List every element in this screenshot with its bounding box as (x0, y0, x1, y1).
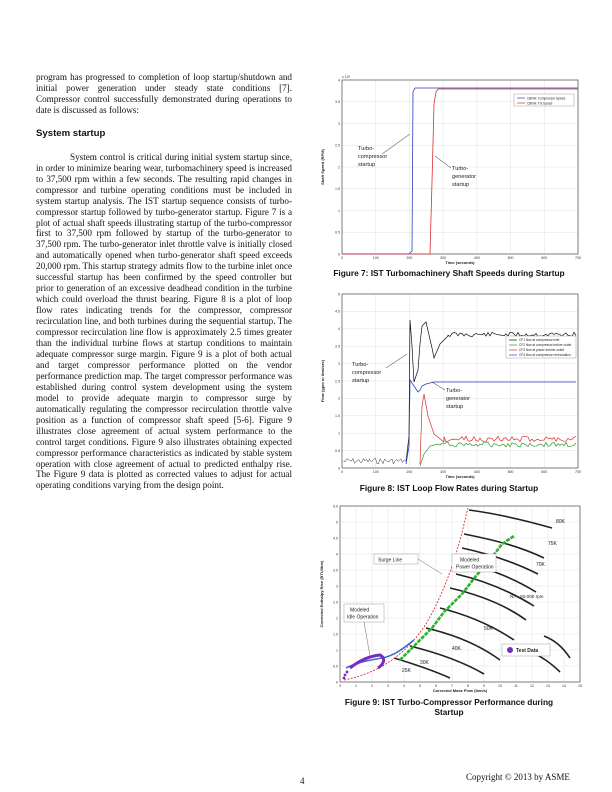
fig8-legend-cf2: CF2 flow at compressor before outlet (519, 343, 572, 348)
page-number: 4 (300, 776, 305, 786)
fig8-ytick: 3.5 (335, 344, 340, 349)
fig9-xtick: 5 (419, 684, 421, 688)
fig8-ytick: 0 (338, 466, 340, 471)
fig8-xtick: 700 (575, 470, 581, 474)
fig9-speed-50k: 50K (484, 626, 493, 632)
fig8-ytick: 4.5 (335, 309, 340, 314)
fig9-design-point: Nₛ = 60,000 rpm (510, 594, 544, 599)
fig9-xtick: 8 (467, 684, 469, 688)
fig9-xtick: 13 (546, 684, 550, 688)
fig8-cf3-line (420, 394, 576, 464)
fig9-xtick: 7 (451, 684, 453, 688)
fig7-ytick: 1 (338, 208, 340, 213)
section-heading: System startup (36, 127, 106, 139)
fig8-ytick: 1.5 (335, 414, 340, 419)
fig8-xtick: 300 (440, 470, 447, 474)
fig8-anno-compressor-2: compressor (352, 370, 382, 376)
fig9-test-data-marker (507, 647, 513, 653)
fig8-anno-generator-1: Turbo- (446, 388, 463, 394)
fig9-xtick: 0 (339, 684, 341, 688)
fig7-xlabel: Time (seconds) (445, 260, 475, 265)
fig8-xtick: 600 (541, 470, 548, 474)
fig9-xtick: 3 (387, 684, 389, 688)
fig9-xtick: 12 (530, 684, 534, 688)
fig9-ylabel: Corrected Enthalpy Rise (BTU/lbm) (319, 560, 324, 628)
fig7-xtick: 400 (473, 256, 480, 260)
fig9-speed-75k: 75K (548, 541, 557, 547)
figure-7 (314, 72, 584, 268)
fig7-ytick: 3.5 (335, 100, 340, 105)
fig8-xtick: 500 (507, 470, 514, 474)
fig8-ylabel: Flow (gpm or lbm/sec) (320, 359, 325, 403)
fig7-ytick: 2 (338, 165, 340, 170)
fig9-ytick: 3.5 (333, 568, 338, 573)
fig7-xtick: 100 (372, 256, 379, 260)
fig7-anno-compressor-1: Turbo- (358, 146, 375, 152)
fig7-ylabel: Shaft Speed (RPM) (320, 149, 325, 185)
fig9-modeled-idle-1: Modeled (350, 607, 370, 614)
fig9-xtick: 9 (483, 684, 485, 688)
fig7-anno-compressor-2: compressor (358, 154, 388, 160)
fig9-xtick: 2 (371, 684, 373, 688)
fig8-anno-generator-2: generator (446, 396, 470, 402)
fig9-speed-25k: 25K (402, 668, 411, 674)
fig9-ytick: 5.5 (333, 504, 338, 509)
fig7-xtick: 0 (341, 256, 343, 260)
fig7-anno-generator-3: startup (452, 182, 470, 188)
figure-7-caption: Figure 7: IST Turbomachinery Shaft Speeds during Startup (333, 268, 565, 278)
fig8-legend-cf4: CF4 flow at compressor recirculation (519, 353, 571, 358)
fig9-speed-70k: 70K (536, 562, 545, 568)
fig8-cf4-line (406, 380, 576, 464)
fig9-xtick: 4 (403, 684, 405, 688)
fig9-xtick: 14 (562, 684, 566, 688)
fig7-xtick: 500 (507, 256, 514, 260)
system-startup-paragraph: System control is critical during initial system startup since, in order to minimize bearing wear, turbomachinery speed is increased to 37,500 rpm within a few seconds. The resulting rapid changes in compressor and turbine operating conditions must be included in system startup analysis. The IST startup sequence consists of turbo-compressor startup followed by turbo-generator startup. Figure 7 is a plot of actual shaft speeds illustrating startup of the turbo-compressor first to 37,500 rpm followed by startup of the turbo-generator to 37,500 rpm. The turbo-generator inlet throttle valve is initially closed and automatically opened when turbo-generator shaft speed exceeds 20,000 rpm. This startup strategy admits flow to the turbine inlet once successful startup has been confirmed by the speed controller but prior to generation of an excessive deadhead condition in the turbine which could overload the thrust bearing. Figure 8 is a plot of loop flow rates indicating trends for the compressor, compressor recirculation line, and both turbines during the sequential startup. The compressor recirculation line flow is approximately 2.5 times greater than the individual turbine flows at startup conditions to maintain adequate compressor surge margin. Figure 9 is a plot of both actual and target compressor performance plotted on the vendor performance prediction map. The target compressor performance was established during control system development using the system model to provide adequate margin to compressor surge by automatically regulating the compressor recirculation throttle valve position as a function of compressor shaft speed [5-6]. Figure 9 illustrates close agreement of actual system performance to the control target conditions. Figure 9 also illustrates obtaining expected compressor performance characteristics as indicated by stable system operation with close agreement of actual to predicted enthalpy rise. The Figure 9 data is plotted as corrected values to adjust for actual operating conditions varying from the design point. (36, 151, 292, 491)
fig7-ytick: 3 (338, 121, 340, 126)
fig9-test-data-label: Test Data (516, 648, 539, 654)
figure-8 (314, 286, 584, 482)
fig8-xlabel: Time (seconds) (445, 474, 475, 479)
fig8-ytick: 5 (338, 292, 340, 297)
fig7-ytick: 1.5 (335, 187, 340, 192)
fig9-xtick: 6 (435, 684, 437, 688)
fig8-ytick: 4 (338, 327, 340, 332)
fig7-anno-generator-1: Turbo- (452, 166, 469, 172)
fig9-ytick: 0 (336, 680, 338, 685)
fig9-speed-30k: 30K (420, 660, 429, 666)
fig7-anno-generator-2: generator (452, 174, 476, 180)
fig9-modeled-power-1: Modeled (460, 557, 480, 564)
fig7-ytick: 0.5 (335, 230, 340, 235)
fig9-xtick: 15 (578, 684, 582, 688)
fig9-ytick: 5 (336, 520, 338, 525)
fig8-ytick: 2.5 (335, 379, 340, 384)
fig9-ytick: 1.5 (333, 632, 338, 637)
fig8-cf2-line (420, 442, 576, 466)
figure-9 (314, 500, 584, 696)
fig8-pre-start-noise (344, 458, 406, 464)
fig8-ytick: 3 (338, 361, 340, 366)
fig7-legend-compressor: CBNH: Compressor Speed (527, 96, 566, 101)
fig8-ytick: 1 (338, 431, 340, 436)
fig9-ytick: 3 (336, 584, 338, 589)
fig9-xtick: 11 (514, 684, 518, 688)
fig8-legend-cf3: CF3 flow at power turbine outlet (519, 348, 565, 353)
fig9-surge-label: Surge Line (378, 557, 403, 564)
fig7-xtick: 300 (440, 256, 447, 260)
left-text-column (36, 72, 292, 491)
fig9-speed-40k: 40K (452, 646, 461, 652)
fig7-ytick: 0 (338, 252, 340, 257)
copyright: Copyright © 2013 by ASME (466, 772, 570, 782)
fig7-ytick: 2.5 (335, 143, 340, 148)
fig8-xtick: 400 (473, 470, 480, 474)
fig8-ytick: 2 (338, 396, 340, 401)
intro-paragraph: program has progressed to completion of loop startup/shutdown and initial power generation under steady state conditions [7]. Compressor control successfully demonstrated during operations to date is discussed as follows: (36, 72, 292, 115)
fig9-ytick: 4.5 (333, 536, 338, 541)
fig7-scale-note: x 10⁴ (342, 75, 351, 79)
fig9-ytick: 1 (336, 648, 338, 653)
fig9-ytick: 4 (336, 552, 338, 557)
fig7-ytick: 4 (338, 78, 340, 83)
fig9-modeled-idle-2: Idle Operation (347, 614, 379, 621)
fig9-xlabel: Corrected Mass Flow (lbm/s) (432, 688, 488, 693)
fig8-anno-generator-3: startup (446, 404, 464, 410)
fig9-ytick: 0.5 (333, 664, 338, 669)
fig8-legend-cf1: CF1 flow at compressor inlet (519, 338, 560, 343)
fig9-modeled-power-2: Power Operation (456, 564, 494, 571)
figure-8-caption: Figure 8: IST Loop Flow Rates during Startup (359, 483, 539, 493)
fig9-ytick: 2 (336, 616, 338, 621)
fig9-xtick: 1 (355, 684, 357, 688)
fig8-xtick: 200 (406, 470, 413, 474)
fig7-xtick: 200 (406, 256, 413, 260)
fig7-xtick: 700 (575, 256, 581, 260)
fig9-xtick: 10 (498, 684, 502, 688)
fig9-speed-80k: 80K (556, 519, 565, 525)
fig8-anno-compressor-3: startup (352, 378, 370, 384)
fig9-ytick: 2.5 (333, 600, 338, 605)
fig8-ytick: 0.5 (335, 448, 340, 453)
fig7-anno-compressor-3: startup (358, 162, 376, 168)
fig7-legend-tg: CBNH: TG Speed (527, 101, 553, 106)
figure-9-caption-line-1: Figure 9: IST Turbo-Compressor Performance during (344, 697, 554, 707)
figure-9-caption-line-2: Startup (434, 707, 464, 717)
fig8-xtick: 0 (341, 470, 343, 474)
fig8-xtick: 100 (372, 470, 379, 474)
fig7-xtick: 600 (541, 256, 548, 260)
fig8-anno-compressor-1: Turbo- (352, 362, 369, 368)
